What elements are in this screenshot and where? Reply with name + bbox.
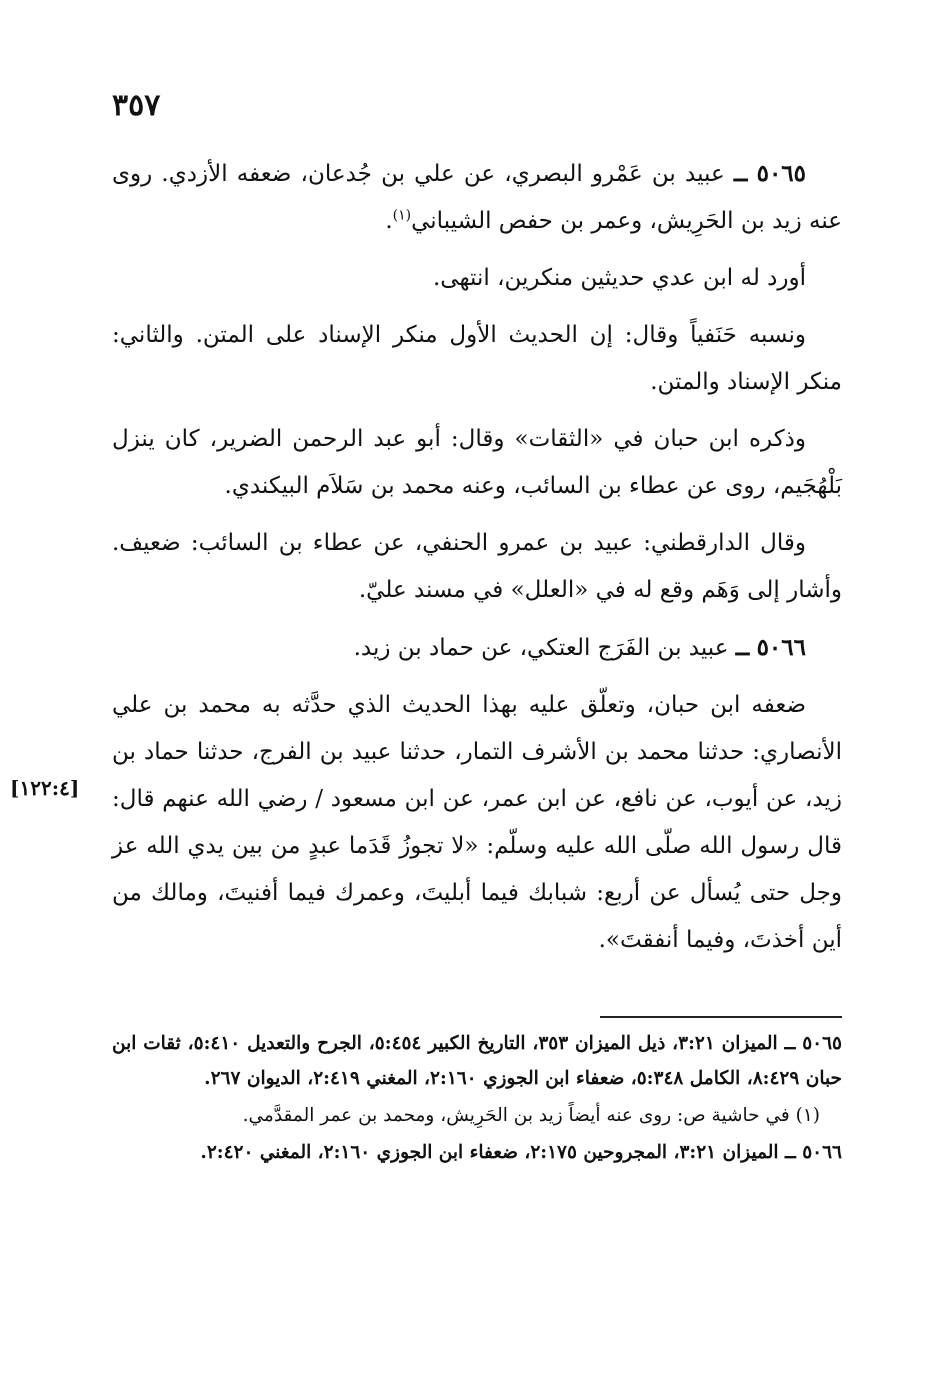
footnote-1: (١) في حاشية ص: روى عنه أيضاً زيد بن الحَرِيش، ومحمد بن عمر المقدَّمي. [242,1105,820,1126]
entry-text: عبيد بن عَمْرو البصري، عن علي بن جُدعان، ضعفه الأزدي. روى عنه زيد بن الحَرِيش، وعمر بن حفص الشيباني [112,161,842,234]
entry-tail: . [385,208,393,234]
entry-5065 [112,150,842,245]
footnotes [112,1026,842,1172]
footnote-sources-5066: ٥٠٦٦ ــ الميزان ٣:٢١، المجروحين ٢:١٧٥، ضعفاء ابن الجوزي ٢:١٦٠، المغني ٢:٤٢٠. [200,1142,842,1163]
entry-number: ٥٠٦٥ [756,160,807,187]
paragraph: ونسبه حَنَفياً وقال: إن الحديث الأول منكر الإسناد على المتن. والثاني: منكر الإسناد والمتن. [112,322,842,395]
footnote-divider [600,1016,842,1018]
entry-5066 [112,624,842,672]
paragraph: وقال الدارقطني: عبيد بن عمرو الحنفي، عن عطاء بن السائب: ضعيف. وأشار إلى وَهَم وقع له في «العلل» في مسند عليّ. [112,530,842,603]
paragraph: ضعفه ابن حبان، وتعلّق عليه بهذا الحديث الذي حدَّثه به محمد بن علي الأنصاري: حدثنا محمد بن الأشرف التمار، حدثنا عبيد بن الفرج، حدثنا حماد بن زيد، عن أيوب، عن نافع، عن ابن عمر، عن ابن مسعود / رضي الله عنهم قال: قال رسول الله صلّى الله عليه وسلّم: «لا تجوزُ قَدَما عبدٍ من بين يدي الله عز وجل حتى يُسأل عن أربع: شبابك فيما أبليتَ، وعمرك فيما أفنيتَ، ومالك من أين أخذتَ، وفيما أنفقتَ». [112,692,842,953]
main-text [112,150,842,974]
entry-dash: ــ [733,160,748,187]
paragraph: وذكره ابن حبان في «الثقات» وقال: أبو عبد الرحمن الضرير، كان ينزل بَلْهُجَيم، روى عن عطاء بن السائب، وعنه محمد بن سَلاَم البيكندي. [112,426,842,499]
paragraph: أورد له ابن عدي حديثين منكرين، انتهى. [432,265,806,291]
entry-text: عبيد بن الفَرَج العتكي، عن حماد بن زيد. [353,635,729,661]
footnote-marker: (١) [392,207,412,224]
footnote-sources-5065: ٥٠٦٥ ــ الميزان ٣:٢١، ذيل الميزان ٣٥٣، التاريخ الكبير ٥:٤٥٤، الجرح والتعديل ٥:٤١٠، ثقات ابن حبان ٨:٤٢٩، الكامل ٥:٣٤٨، ضعفاء ابن الجوزي ٢:١٦٠، المغني ٢:٤١٩، الديوان ٢٦٧. [112,1033,842,1089]
margin-reference: [١٢٢:٤] [10,776,80,800]
page-number: ٣٥٧ [112,88,161,123]
entry-dash: ــ [735,634,750,661]
entry-number: ٥٠٦٦ [756,634,806,661]
